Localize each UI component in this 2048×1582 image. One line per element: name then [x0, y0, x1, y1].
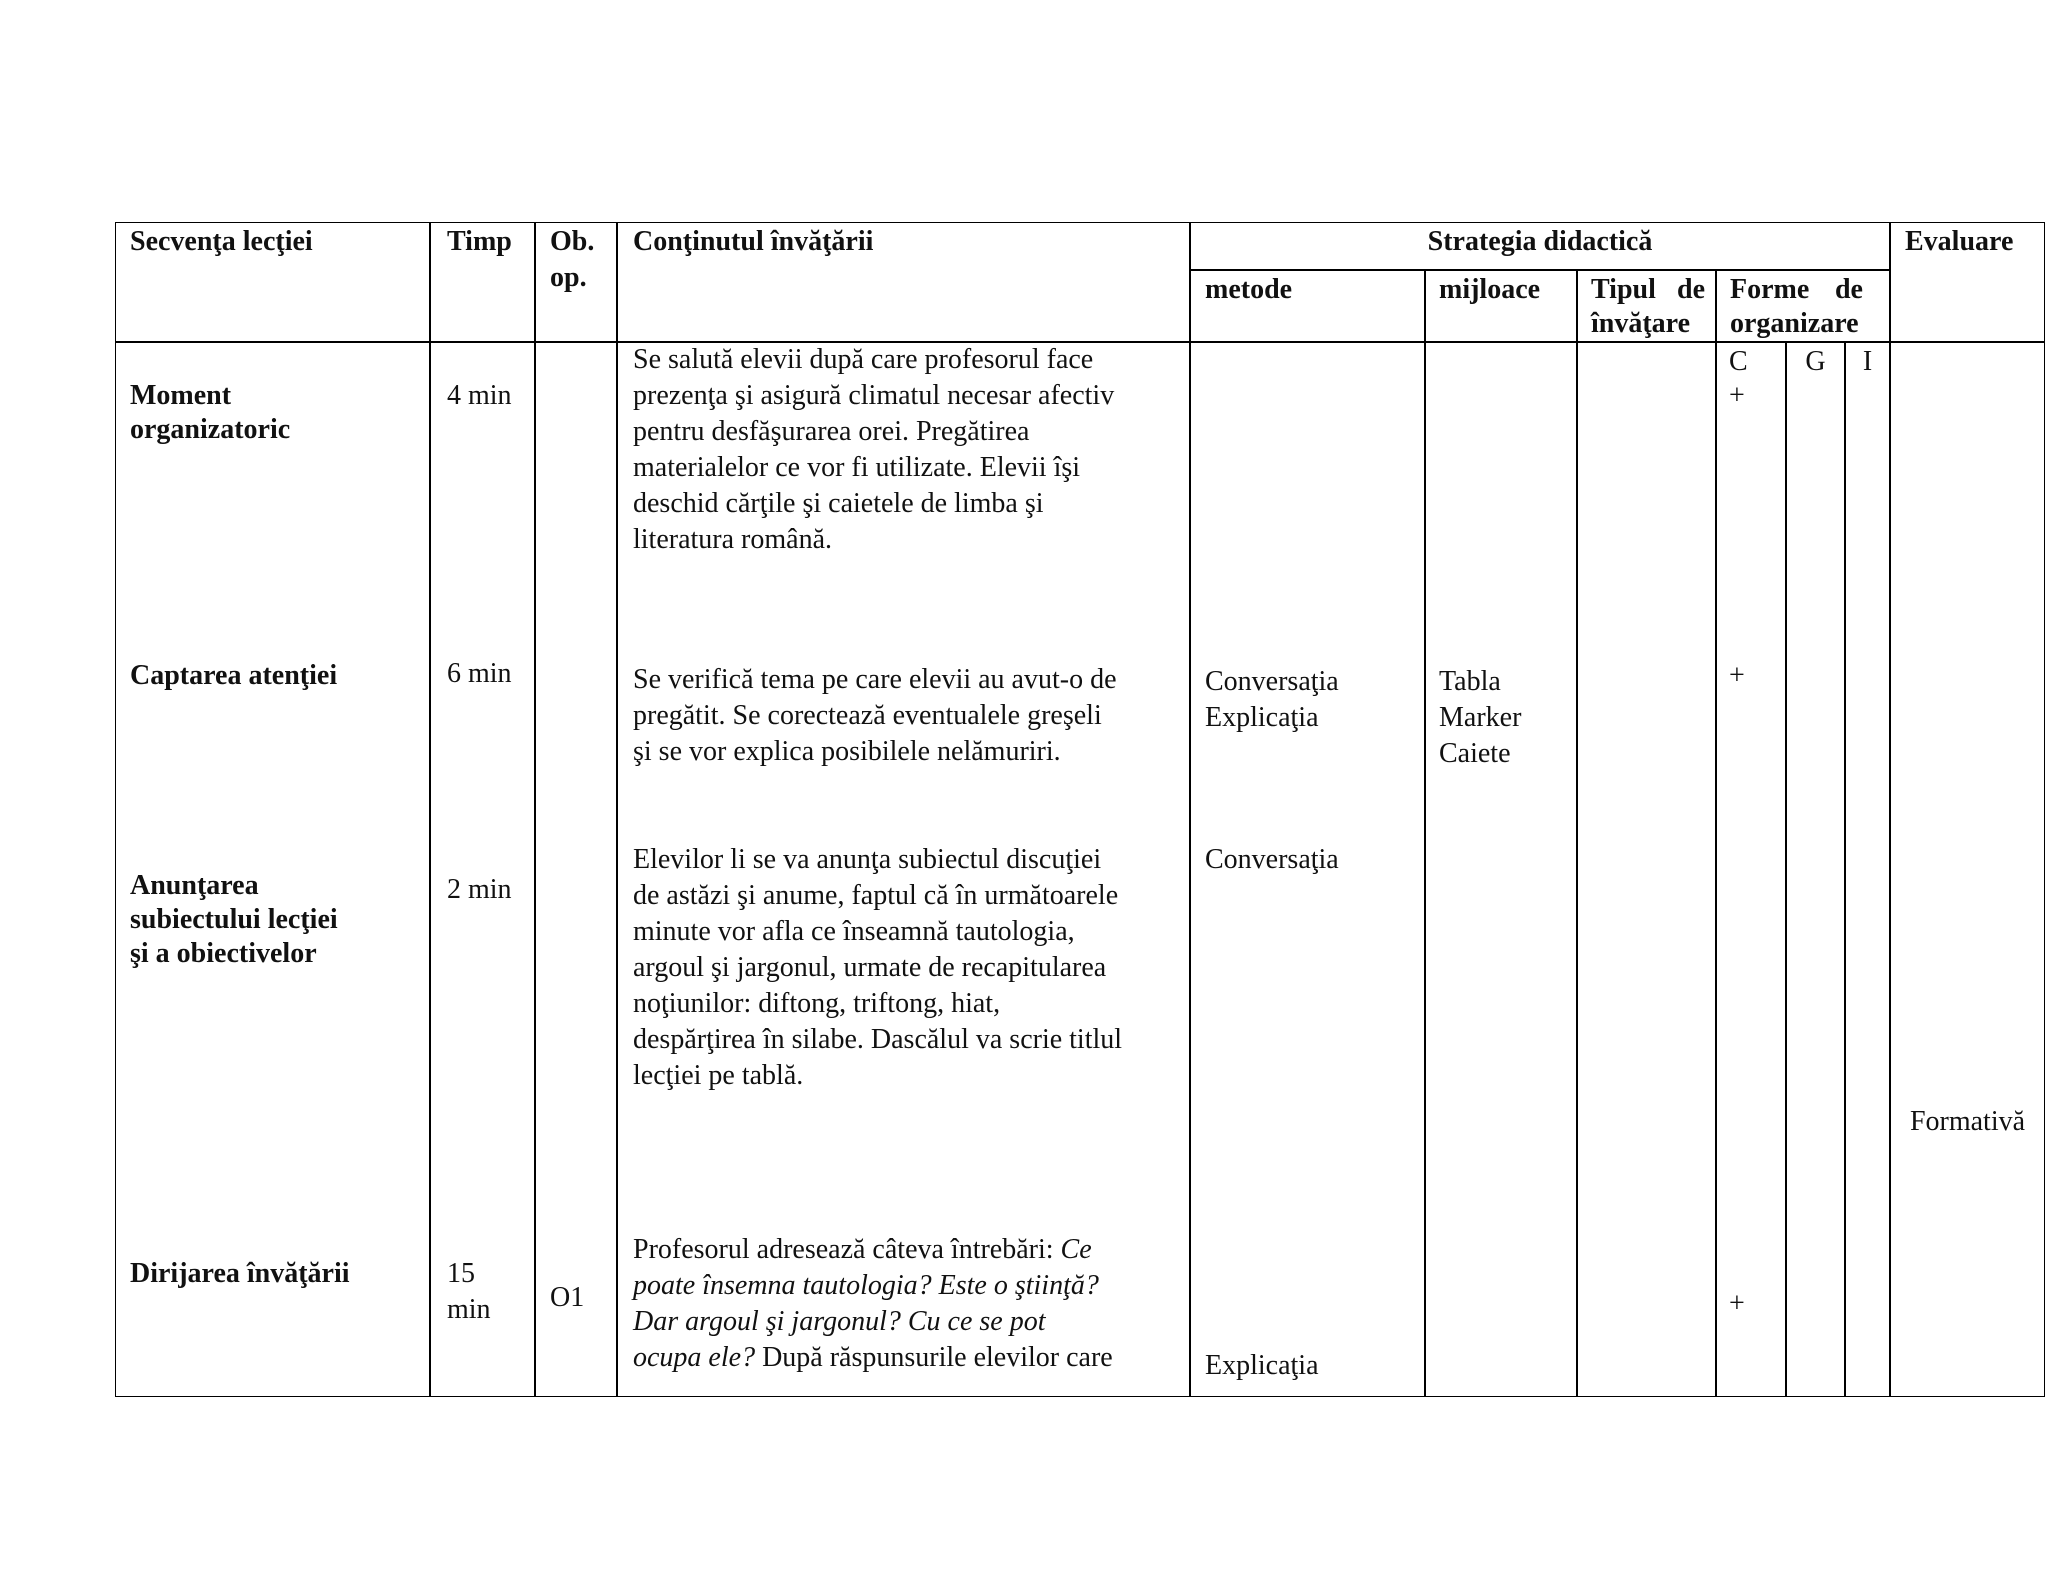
row1-secventa-line2: organizatoric: [130, 414, 291, 445]
row2-continut-line1: Se verifică tema pe care elevii au avut-o de: [633, 664, 1117, 695]
row4-continut-line2-italic: poate însemna tautologia? Este o ştiinţă?: [633, 1270, 1099, 1301]
row1-continut-line3: pentru desfăşurarea orei. Pregătirea: [633, 416, 1030, 447]
row2-mijloace-line1: Tabla: [1439, 666, 1501, 697]
forme-c-mark: +: [1729, 380, 1745, 411]
row1-continut-line2: prezenţa şi asigură climatul necesar afectiv: [633, 380, 1115, 411]
forme-g-label: G: [1805, 346, 1826, 377]
row3-continut-line7: lecţiei pe tablă.: [633, 1060, 804, 1091]
header-mijloace: mijloace: [1439, 274, 1541, 305]
row2-metode-line2: Explicaţia: [1205, 702, 1319, 733]
header-ob-line2: op.: [550, 262, 587, 293]
row4-continut-line3: [633, 1304, 1045, 1340]
header-tipul-line2: învăţare: [1591, 308, 1691, 339]
row3-secventa-line1: Anunţarea: [130, 870, 259, 901]
row3-timp: 2 min: [447, 874, 512, 905]
row1-timp: 4 min: [447, 380, 512, 411]
forme-c-label: C: [1729, 346, 1748, 377]
row2-continut-line2: pregătit. Se corectează eventualele greşeli: [633, 700, 1102, 731]
row3-continut-line5: noţiunilor: diftong, triftong, hiat,: [633, 988, 1001, 1019]
row4-secventa: Dirijarea învăţării: [130, 1258, 350, 1289]
header-secventa: Secvenţa lecţiei: [130, 226, 313, 257]
row3-continut-line2: de astăzi şi anume, faptul că în următoarele: [633, 880, 1119, 911]
evaluare-value: Formativă: [1909, 1106, 2026, 1137]
row2-mijloace-line2: Marker: [1439, 702, 1522, 733]
row1-continut-line1: Se salută elevii după care profesorul face: [633, 344, 1094, 375]
row2-metode-line1: Conversaţia: [1205, 666, 1339, 697]
row4-continut-line4-normal: După răspunsurile elevilor care: [755, 1342, 1113, 1373]
row3-metode-line1: Conversaţia: [1205, 844, 1339, 875]
row4-continut-line4: [633, 1340, 1113, 1376]
row4-metode-line1: Explicaţia: [1205, 1350, 1319, 1381]
header-evaluare: Evaluare: [1905, 226, 2014, 257]
header-continutul: Conţinutul învăţării: [633, 226, 874, 257]
header-forme-line1: Forme de: [1730, 274, 1863, 305]
row3-continut-line4: argoul şi jargonul, urmate de recapitularea: [633, 952, 1107, 983]
row1-continut-line4: materialelor ce vor fi utilizate. Elevii îşi: [633, 452, 1081, 483]
row4-timp-line2: min: [447, 1294, 491, 1325]
header-forme-line2: organizare: [1730, 308, 1859, 339]
header-ob-line1: Ob.: [550, 226, 595, 257]
row2-timp: 6 min: [447, 658, 512, 689]
header-metode: metode: [1205, 274, 1293, 305]
row4-continut-line4-italic: ocupa ele?: [633, 1342, 756, 1373]
header-strategia: Strategia didactică: [1427, 226, 1653, 257]
row2-forme-mark: +: [1729, 660, 1745, 691]
row2-secventa: Captarea atenţiei: [130, 660, 338, 691]
row4-forme-mark: +: [1729, 1288, 1745, 1319]
row3-secventa-line3: şi a obiectivelor: [130, 938, 317, 969]
row2-mijloace-line3: Caiete: [1439, 738, 1511, 769]
header-timp: Timp: [447, 226, 512, 257]
row4-continut-line1: [633, 1232, 1092, 1268]
lesson-plan-table: [115, 222, 2045, 1397]
row2-continut-line3: şi se vor explica posibilele nelămuriri.: [633, 736, 1061, 767]
row3-continut-line6: despărţirea în silabe. Dascălul va scrie titlul: [633, 1024, 1123, 1055]
row4-continut-line1-normal: Profesorul adresează câteva întrebări:: [633, 1234, 1061, 1265]
row1-continut-line5: deschid cărţile şi caietele de limba şi: [633, 488, 1044, 519]
row4-continut-line2: [633, 1268, 1099, 1304]
row4-ob: O1: [550, 1282, 585, 1313]
row3-continut-line1: Elevilor li se va anunţa subiectul discuţiei: [633, 844, 1102, 875]
header-tipul-line1: Tipul de: [1591, 274, 1705, 305]
row3-secventa-line2: subiectului lecţiei: [130, 904, 338, 935]
row4-continut-line1-italic: Ce: [1060, 1234, 1092, 1265]
row4-continut-line3-italic: Dar argoul şi jargonul? Cu ce se pot: [633, 1306, 1046, 1337]
row4-timp-line1: 15: [447, 1258, 475, 1289]
forme-i-label: I: [1862, 346, 1873, 377]
row3-continut-line3: minute vor afla ce înseamnă tautologia,: [633, 916, 1075, 947]
row1-continut-line6: literatura română.: [633, 524, 833, 555]
row1-secventa-line1: Moment: [130, 380, 232, 411]
